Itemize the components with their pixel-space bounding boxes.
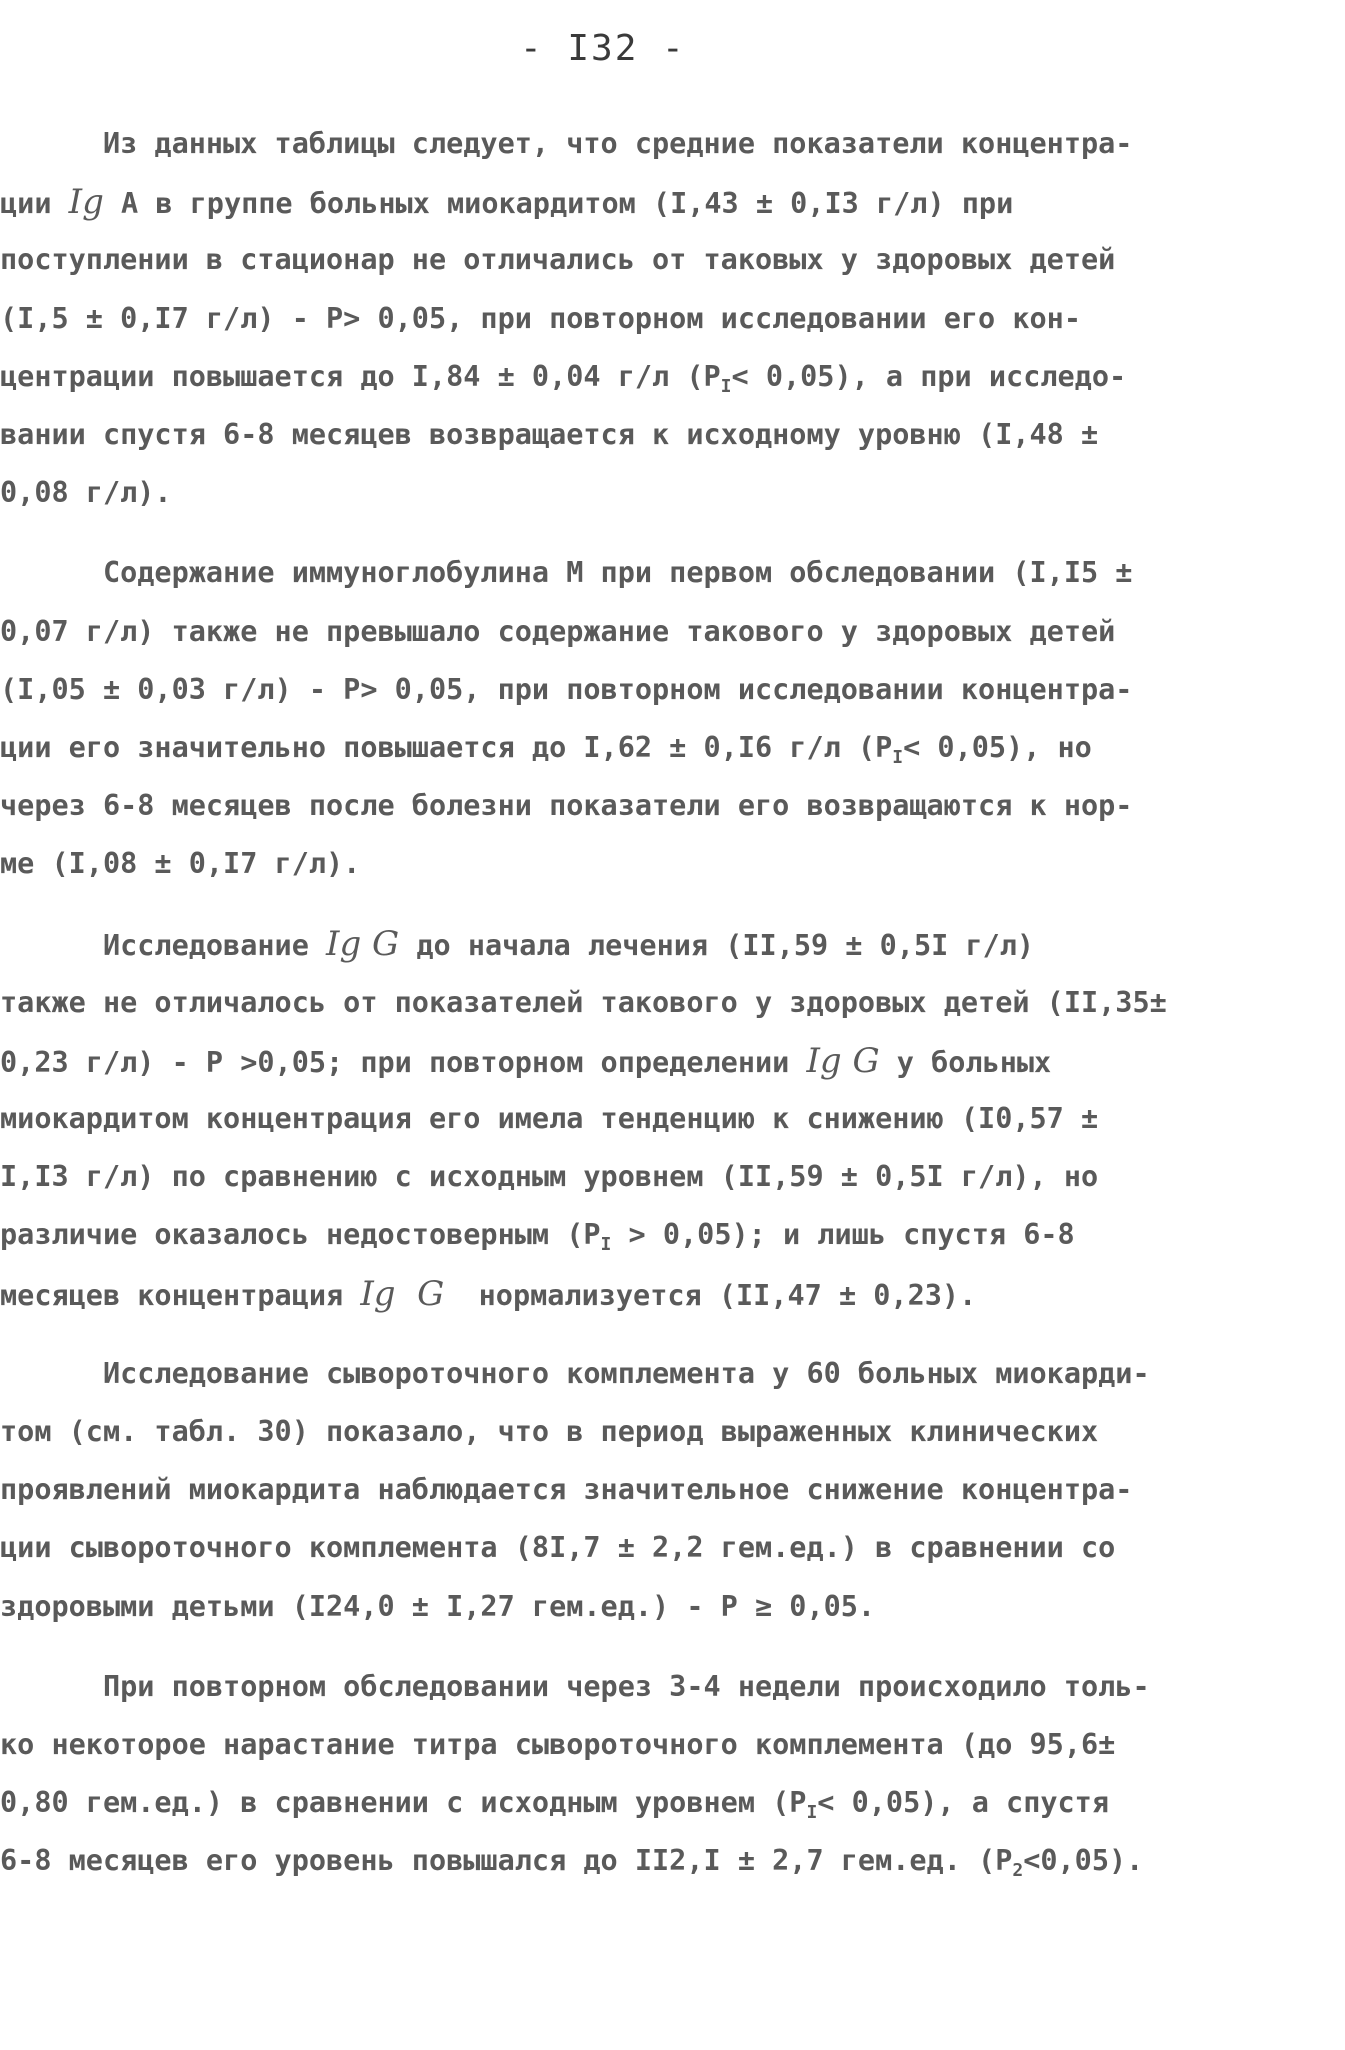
paragraph-gap: [0, 1323, 1345, 1345]
text-line: [0, 1519, 1345, 1577]
text-line: [0, 1403, 1345, 1461]
text-segment: < 0,05), но: [903, 730, 1092, 764]
text-line: [0, 1090, 1345, 1148]
immunoglobulin-symbol: Ig G: [326, 924, 400, 965]
text-line: [0, 661, 1345, 719]
text-segment: < 0,05), а при исследо-: [731, 359, 1127, 393]
text-line: [0, 1461, 1345, 1519]
text-line: [0, 1716, 1345, 1774]
text-line: [0, 974, 1345, 1032]
text-segment: ции сывороточного комплемента (8I,7 ± 2,2 гем.ед.) в сравнении со: [0, 1531, 1116, 1565]
subscript-index: I: [806, 1802, 818, 1824]
text-segment: < 0,05), а спустя: [817, 1786, 1109, 1820]
text-line: [0, 835, 1345, 893]
paragraph-gap: [0, 1636, 1345, 1658]
subscript-index: I: [600, 1234, 612, 1256]
paragraph-gap: [0, 522, 1345, 544]
text-line: [0, 777, 1345, 835]
text-line: [0, 1206, 1345, 1264]
text-segment: ции его значительно повышается до I,62 ± 0,I6 г/л (Р: [0, 730, 893, 764]
immunoglobulin-symbol: Ig G: [806, 1040, 880, 1081]
body-text: [0, 115, 1345, 1890]
text-segment: нормализуется (II,47 ± 0,23).: [444, 1278, 977, 1312]
text-segment: вании спустя 6-8 месяцев возвращается к исходному уровню (I,48 ±: [0, 417, 1099, 451]
text-segment: I,I3 г/л) по сравнению с исходным уровнем (II,59 ± 0,5I г/л), но: [0, 1160, 1099, 1194]
text-line: [0, 544, 1345, 602]
immunoglobulin-symbol: Ig G: [360, 1273, 445, 1314]
text-line: [0, 290, 1345, 348]
text-segment: различие оказалось недостоверным (Р: [0, 1218, 601, 1252]
page-number: - I32 -: [520, 28, 686, 69]
text-segment: A в группе больных миокардитом (I,43 ± 0,I3 г/л) при: [103, 187, 1014, 221]
text-line: [0, 1148, 1345, 1206]
text-segment: 0,80 гем.ед.) в сравнении с исходным уровнем (Р: [0, 1786, 807, 1820]
paragraph-gap: [0, 893, 1345, 915]
text-segment: также не отличалось от показателей такового у здоровых детей (II,35±: [0, 985, 1167, 1019]
text-segment: 6-8 месяцев его уровень повышался до II2,I ± 2,7 гем.ед. (Р: [0, 1844, 1013, 1878]
subscript-index: I: [720, 375, 732, 397]
immunoglobulin-symbol: Ig: [68, 182, 104, 223]
text-segment: 0,07 г/л) также не превышало содержание такового у здоровых детей: [0, 614, 1116, 648]
text-line: [0, 1345, 1345, 1403]
text-segment: ции: [0, 187, 69, 221]
text-line: [0, 603, 1345, 661]
text-line: [0, 915, 1345, 973]
text-segment: ме (I,08 ± 0,I7 г/л).: [0, 847, 361, 881]
text-line: [0, 1774, 1345, 1832]
text-line: [0, 464, 1345, 522]
text-segment: центрации повышается до I,84 ± 0,04 г/л (Р: [0, 359, 721, 393]
text-segment: у больных: [879, 1045, 1052, 1079]
text-segment: 0,08 г/л).: [0, 476, 172, 510]
text-line: [0, 1032, 1345, 1090]
text-line: [0, 406, 1345, 464]
text-segment: 0,23 г/л) - Р >0,05; при повторном определении: [0, 1045, 807, 1079]
text-segment: поступлении в стационар не отличались от таковых у здоровых детей: [0, 243, 1116, 277]
text-line: [0, 115, 1345, 173]
text-segment: через 6-8 месяцев после болезни показатели его возвращаются к нор-: [0, 789, 1133, 823]
text-line: [0, 348, 1345, 406]
text-segment: > 0,05); и лишь спустя 6-8: [611, 1218, 1075, 1252]
text-line: [0, 1578, 1345, 1636]
text-segment: Исследование сывороточного комплемента у 60 больных миокарди-: [0, 1356, 1150, 1390]
text-segment: (I,05 ± 0,03 г/л) - Р> 0,05, при повторном исследовании концентра-: [0, 672, 1133, 706]
text-segment: здоровыми детьми (I24,0 ± I,27 гем.ед.) - Р ≥ 0,05.: [0, 1589, 876, 1623]
text-line: [0, 231, 1345, 289]
text-segment: миокардитом концентрация его имела тенденцию к снижению (I0,57 ±: [0, 1102, 1099, 1135]
text-line: [0, 173, 1345, 231]
text-segment: том (см. табл. 30) показало, что в период выраженных клинических: [0, 1414, 1099, 1448]
text-segment: Из данных таблицы следует, что средние показатели концентра-: [0, 127, 1133, 160]
text-segment: (I,5 ± 0,I7 г/л) - Р> 0,05, при повторном исследовании его кон-: [0, 301, 1081, 335]
text-segment: ко некоторое нарастание титра сывороточного комплемента (до 95,6±: [0, 1727, 1116, 1761]
text-segment: При повторном обследовании через 3-4 недели происходило толь-: [0, 1669, 1150, 1703]
text-line: [0, 1658, 1345, 1716]
text-segment: месяцев концентрация: [0, 1278, 361, 1312]
text-line: [0, 1265, 1345, 1323]
text-segment: проявлений миокардита наблюдается значительное снижение концентра-: [0, 1473, 1133, 1507]
text-segment: до начала лечения (II,59 ± 0,5I г/л): [399, 929, 1035, 963]
text-line: [0, 719, 1345, 777]
subscript-index: 2: [1012, 1860, 1024, 1882]
text-segment: Исследование: [0, 929, 327, 963]
text-line: [0, 1832, 1345, 1890]
text-segment: <0,05).: [1023, 1844, 1144, 1878]
subscript-index: I: [892, 746, 904, 768]
text-segment: Содержание иммуноглобулина М при первом обследовании (I,I5 ±: [0, 556, 1133, 590]
